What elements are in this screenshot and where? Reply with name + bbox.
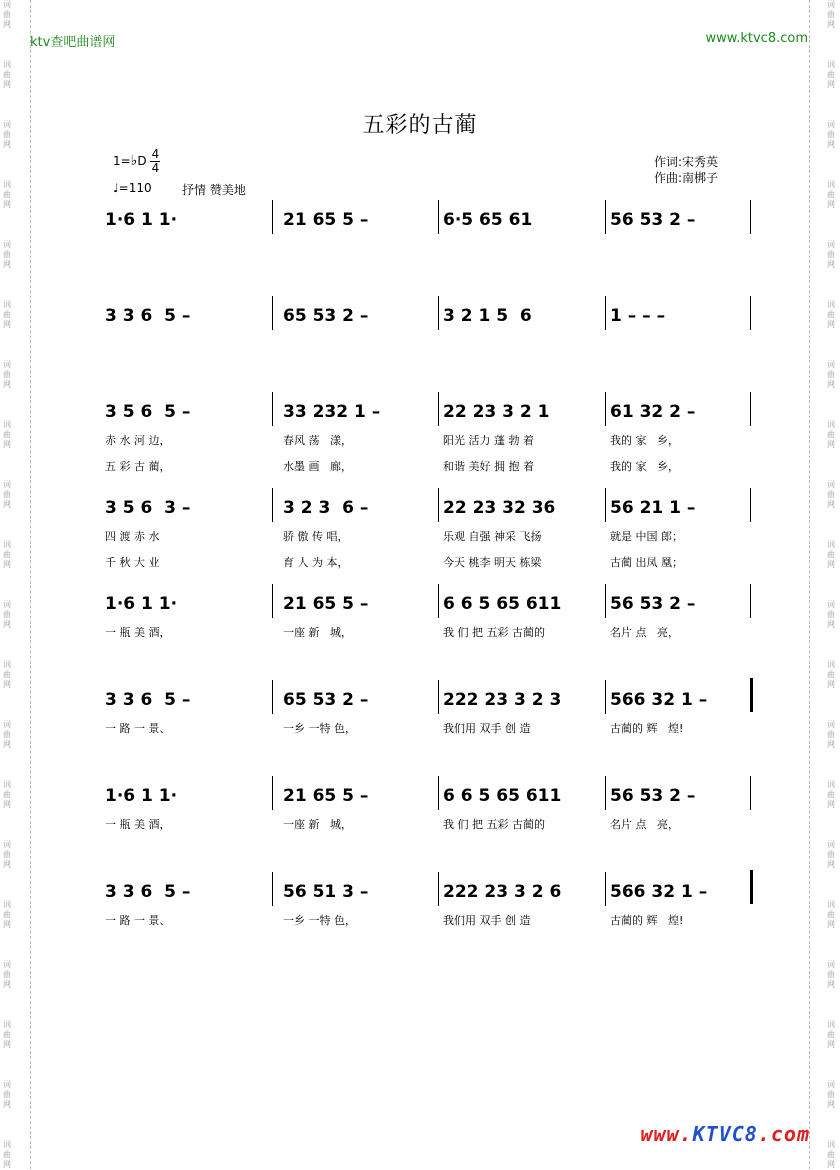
watermark-text: 词 曲 网 xyxy=(827,240,835,269)
barline xyxy=(438,488,439,522)
barline xyxy=(605,776,606,810)
footer-logo-brand: KTVC8 xyxy=(692,1122,758,1146)
watermark-text: 词 曲 网 xyxy=(3,180,11,209)
lyric-line-1: 一乡 一特 色， xyxy=(283,914,356,927)
measure-notes: 3 5 6 5 – xyxy=(105,402,191,422)
measure-notes: 3 5 6 3 – xyxy=(105,498,191,518)
lyric-line-1: 春风 荡 漾， xyxy=(283,434,352,447)
measure-notes: 6·5 65 61 xyxy=(443,210,533,230)
key-note: D xyxy=(137,154,147,168)
measure-notes: 56 53 2 – xyxy=(610,786,696,806)
watermark-text: 词 曲 网 xyxy=(3,420,11,449)
barline xyxy=(272,200,273,234)
watermark-text: 词 曲 网 xyxy=(3,1080,11,1109)
lyric-line-1: 一 路 一 景、 xyxy=(105,914,171,927)
lyric-line-1: 赤 水 河 边， xyxy=(105,434,171,447)
barline xyxy=(438,392,439,426)
measure-notes: 22 23 3 2 1 xyxy=(443,402,550,422)
measure-notes: 1·6 1 1· xyxy=(105,786,178,806)
measure-notes: 3 3 6 5 – xyxy=(105,306,191,326)
watermark-text: 词 曲 网 xyxy=(827,0,835,29)
watermark-text: 词 曲 网 xyxy=(3,240,11,269)
lyric-line-1: 就是 中国 郎； xyxy=(610,530,683,543)
barline xyxy=(750,584,751,618)
watermark-text: 词 曲 网 xyxy=(827,1080,835,1109)
barline xyxy=(272,776,273,810)
lyric-line-1: 古蔺的 辉 煌! xyxy=(610,722,684,735)
lyric-line-1: 一座 新 城， xyxy=(283,818,352,831)
lyric-line-1: 一 路 一 景、 xyxy=(105,722,171,735)
measure-notes: 1·6 1 1· xyxy=(105,210,178,230)
credits xyxy=(654,154,718,186)
measure-notes: 3 3 6 5 – xyxy=(105,690,191,710)
watermark-text: 词 曲 网 xyxy=(3,540,11,569)
lyric-line-1: 阳光 活力 蓬 勃 着 xyxy=(443,434,534,447)
lyric-line-1: 我 们 把 五彩 古蔺的 xyxy=(443,626,545,639)
barline xyxy=(438,296,439,330)
key-prefix: 1= xyxy=(113,154,131,168)
lyricist-credit: 作词:宋秀英 xyxy=(654,155,719,169)
flat-sign: ♭ xyxy=(130,153,138,169)
barline xyxy=(438,776,439,810)
barline xyxy=(438,680,439,714)
measure-notes: 21 65 5 – xyxy=(283,210,369,230)
site-name-header[interactable]: ktv查吧曲谱网 xyxy=(30,35,116,50)
barline xyxy=(605,584,606,618)
barline xyxy=(750,296,751,330)
time-signature-bottom: 4 xyxy=(151,161,160,175)
measure-notes: 1 – – – xyxy=(610,306,666,326)
measure-notes: 3 3 6 5 – xyxy=(105,882,191,902)
watermark-text: 词 曲 网 xyxy=(3,300,11,329)
lyric-line-2: 水墨 画 廊， xyxy=(283,460,352,473)
barline xyxy=(750,776,751,810)
measure-notes: 1·6 1 1· xyxy=(105,594,178,614)
measure-notes: 22 23 32 36 xyxy=(443,498,556,518)
watermark-text: 词 曲 网 xyxy=(827,1020,835,1049)
watermark-text: 词 曲 网 xyxy=(827,720,835,749)
measure-notes: 65 53 2 – xyxy=(283,690,369,710)
song-title: 五彩的古蔺 xyxy=(362,113,478,138)
footer-logo-www: www. xyxy=(640,1122,693,1146)
lyric-line-1: 乐观 自强 神采 飞扬 xyxy=(443,530,542,543)
watermark-text: 词 曲 网 xyxy=(827,780,835,809)
barline xyxy=(605,488,606,522)
lyric-line-2: 五 彩 古 蔺， xyxy=(105,460,171,473)
barline xyxy=(750,488,751,522)
measure-notes: 566 32 1 – xyxy=(610,690,708,710)
measure-notes: 56 51 3 – xyxy=(283,882,369,902)
lyric-line-2: 和谐 美好 拥 抱 着 xyxy=(443,460,534,473)
lyric-line-1: 名片 点 亮， xyxy=(610,818,679,831)
barline xyxy=(605,392,606,426)
end-barline xyxy=(750,678,753,712)
watermark-text: 词 曲 网 xyxy=(827,120,835,149)
lyric-line-1: 一座 新 城， xyxy=(283,626,352,639)
lyric-line-1: 四 渡 赤 水 xyxy=(105,530,160,543)
barline xyxy=(605,872,606,906)
watermark-text: 词 曲 网 xyxy=(3,1020,11,1049)
key-signature xyxy=(113,148,160,175)
lyric-line-1: 一 瓶 美 酒， xyxy=(105,626,171,639)
barline xyxy=(750,392,751,426)
watermark-text: 词 曲 网 xyxy=(3,600,11,629)
lyric-line-1: 我 们 把 五彩 古蔺的 xyxy=(443,818,545,831)
watermark-text: 词 曲 网 xyxy=(827,360,835,389)
barline xyxy=(438,584,439,618)
watermark-text: 词 曲 网 xyxy=(3,660,11,689)
watermark-text: 词 曲 网 xyxy=(827,600,835,629)
lyric-line-1: 我们用 双手 创 造 xyxy=(443,914,531,927)
measure-notes: 6 6 5 65 611 xyxy=(443,786,562,806)
watermark-text: 词 曲 网 xyxy=(3,360,11,389)
end-barline xyxy=(750,870,753,904)
lyric-line-1: 骄 傲 传 唱， xyxy=(283,530,349,543)
measure-notes: 56 21 1 – xyxy=(610,498,696,518)
watermark-text: 词 曲 网 xyxy=(827,840,835,869)
barline xyxy=(272,680,273,714)
barline xyxy=(605,200,606,234)
measure-notes: 566 32 1 – xyxy=(610,882,708,902)
measure-notes: 222 23 3 2 6 xyxy=(443,882,562,902)
barline xyxy=(750,200,751,234)
tempo-marking: ♩=110 xyxy=(113,181,152,195)
lyric-line-2: 我的 家 乡， xyxy=(610,460,679,473)
lyric-line-1: 名片 点 亮， xyxy=(610,626,679,639)
barline xyxy=(438,872,439,906)
measure-notes: 3 2 3 6 – xyxy=(283,498,369,518)
watermark-text: 词 曲 网 xyxy=(3,900,11,929)
measure-notes: 33 232 1 – xyxy=(283,402,381,422)
lyric-line-1: 一乡 一特 色， xyxy=(283,722,356,735)
watermark-text: 词 曲 网 xyxy=(3,480,11,509)
measure-notes: 3 2 1 5 6 xyxy=(443,306,532,326)
time-signature-top: 4 xyxy=(151,147,160,161)
lyric-line-1: 我的 家 乡， xyxy=(610,434,679,447)
measure-notes: 21 65 5 – xyxy=(283,786,369,806)
lyric-line-1: 古蔺的 辉 煌! xyxy=(610,914,684,927)
lyric-line-2: 千 秋 大 业 xyxy=(105,556,160,569)
left-dashed-border xyxy=(14,0,31,1169)
lyric-line-1: 我们用 双手 创 造 xyxy=(443,722,531,735)
watermark-text: 词 曲 网 xyxy=(827,1140,835,1169)
barline xyxy=(605,680,606,714)
barline xyxy=(272,392,273,426)
lyric-line-2: 古蔺 出凤 凰； xyxy=(610,556,683,569)
watermark-text: 词 曲 网 xyxy=(3,840,11,869)
lyric-line-2: 育 人 为 本， xyxy=(283,556,349,569)
barline xyxy=(272,872,273,906)
measure-notes: 56 53 2 – xyxy=(610,594,696,614)
lyric-line-1: 一 瓶 美 酒， xyxy=(105,818,171,831)
watermark-text: 词 曲 网 xyxy=(3,0,11,29)
watermark-text: 词 曲 网 xyxy=(827,960,835,989)
barline xyxy=(272,584,273,618)
footer-logo-com: .com xyxy=(757,1122,810,1146)
measure-notes: 222 23 3 2 3 xyxy=(443,690,562,710)
measure-notes: 56 53 2 – xyxy=(610,210,696,230)
watermark-text: 词 曲 网 xyxy=(3,60,11,89)
watermark-text: 词 曲 网 xyxy=(827,900,835,929)
barline xyxy=(272,488,273,522)
measure-notes: 6 6 5 65 611 xyxy=(443,594,562,614)
footer-logo[interactable] xyxy=(640,1122,810,1146)
barline xyxy=(438,200,439,234)
measure-notes: 21 65 5 – xyxy=(283,594,369,614)
watermark-text: 词 曲 网 xyxy=(3,780,11,809)
watermark-text: 词 曲 网 xyxy=(3,1140,11,1169)
watermark-text: 词 曲 网 xyxy=(827,300,835,329)
watermark-text: 词 曲 网 xyxy=(3,720,11,749)
barline xyxy=(605,296,606,330)
watermark-text: 词 曲 网 xyxy=(827,420,835,449)
watermark-text: 词 曲 网 xyxy=(827,540,835,569)
watermark-text: 词 曲 网 xyxy=(827,60,835,89)
watermark-text: 词 曲 网 xyxy=(827,180,835,209)
measure-notes: 61 32 2 – xyxy=(610,402,696,422)
measure-notes: 65 53 2 – xyxy=(283,306,369,326)
right-dashed-border xyxy=(809,0,826,1169)
watermark-text: 词 曲 网 xyxy=(3,120,11,149)
site-url-header[interactable]: www.ktvc8.com xyxy=(705,31,808,46)
lyric-line-2: 今天 桃李 明天 栋梁 xyxy=(443,556,542,569)
barline xyxy=(272,296,273,330)
composer-credit: 作曲:南梆子 xyxy=(654,171,719,185)
expression-marking: 抒情 赞美地 xyxy=(182,183,246,197)
watermark-text: 词 曲 网 xyxy=(827,660,835,689)
watermark-text: 词 曲 网 xyxy=(827,480,835,509)
time-signature xyxy=(150,148,160,175)
watermark-text: 词 曲 网 xyxy=(3,960,11,989)
